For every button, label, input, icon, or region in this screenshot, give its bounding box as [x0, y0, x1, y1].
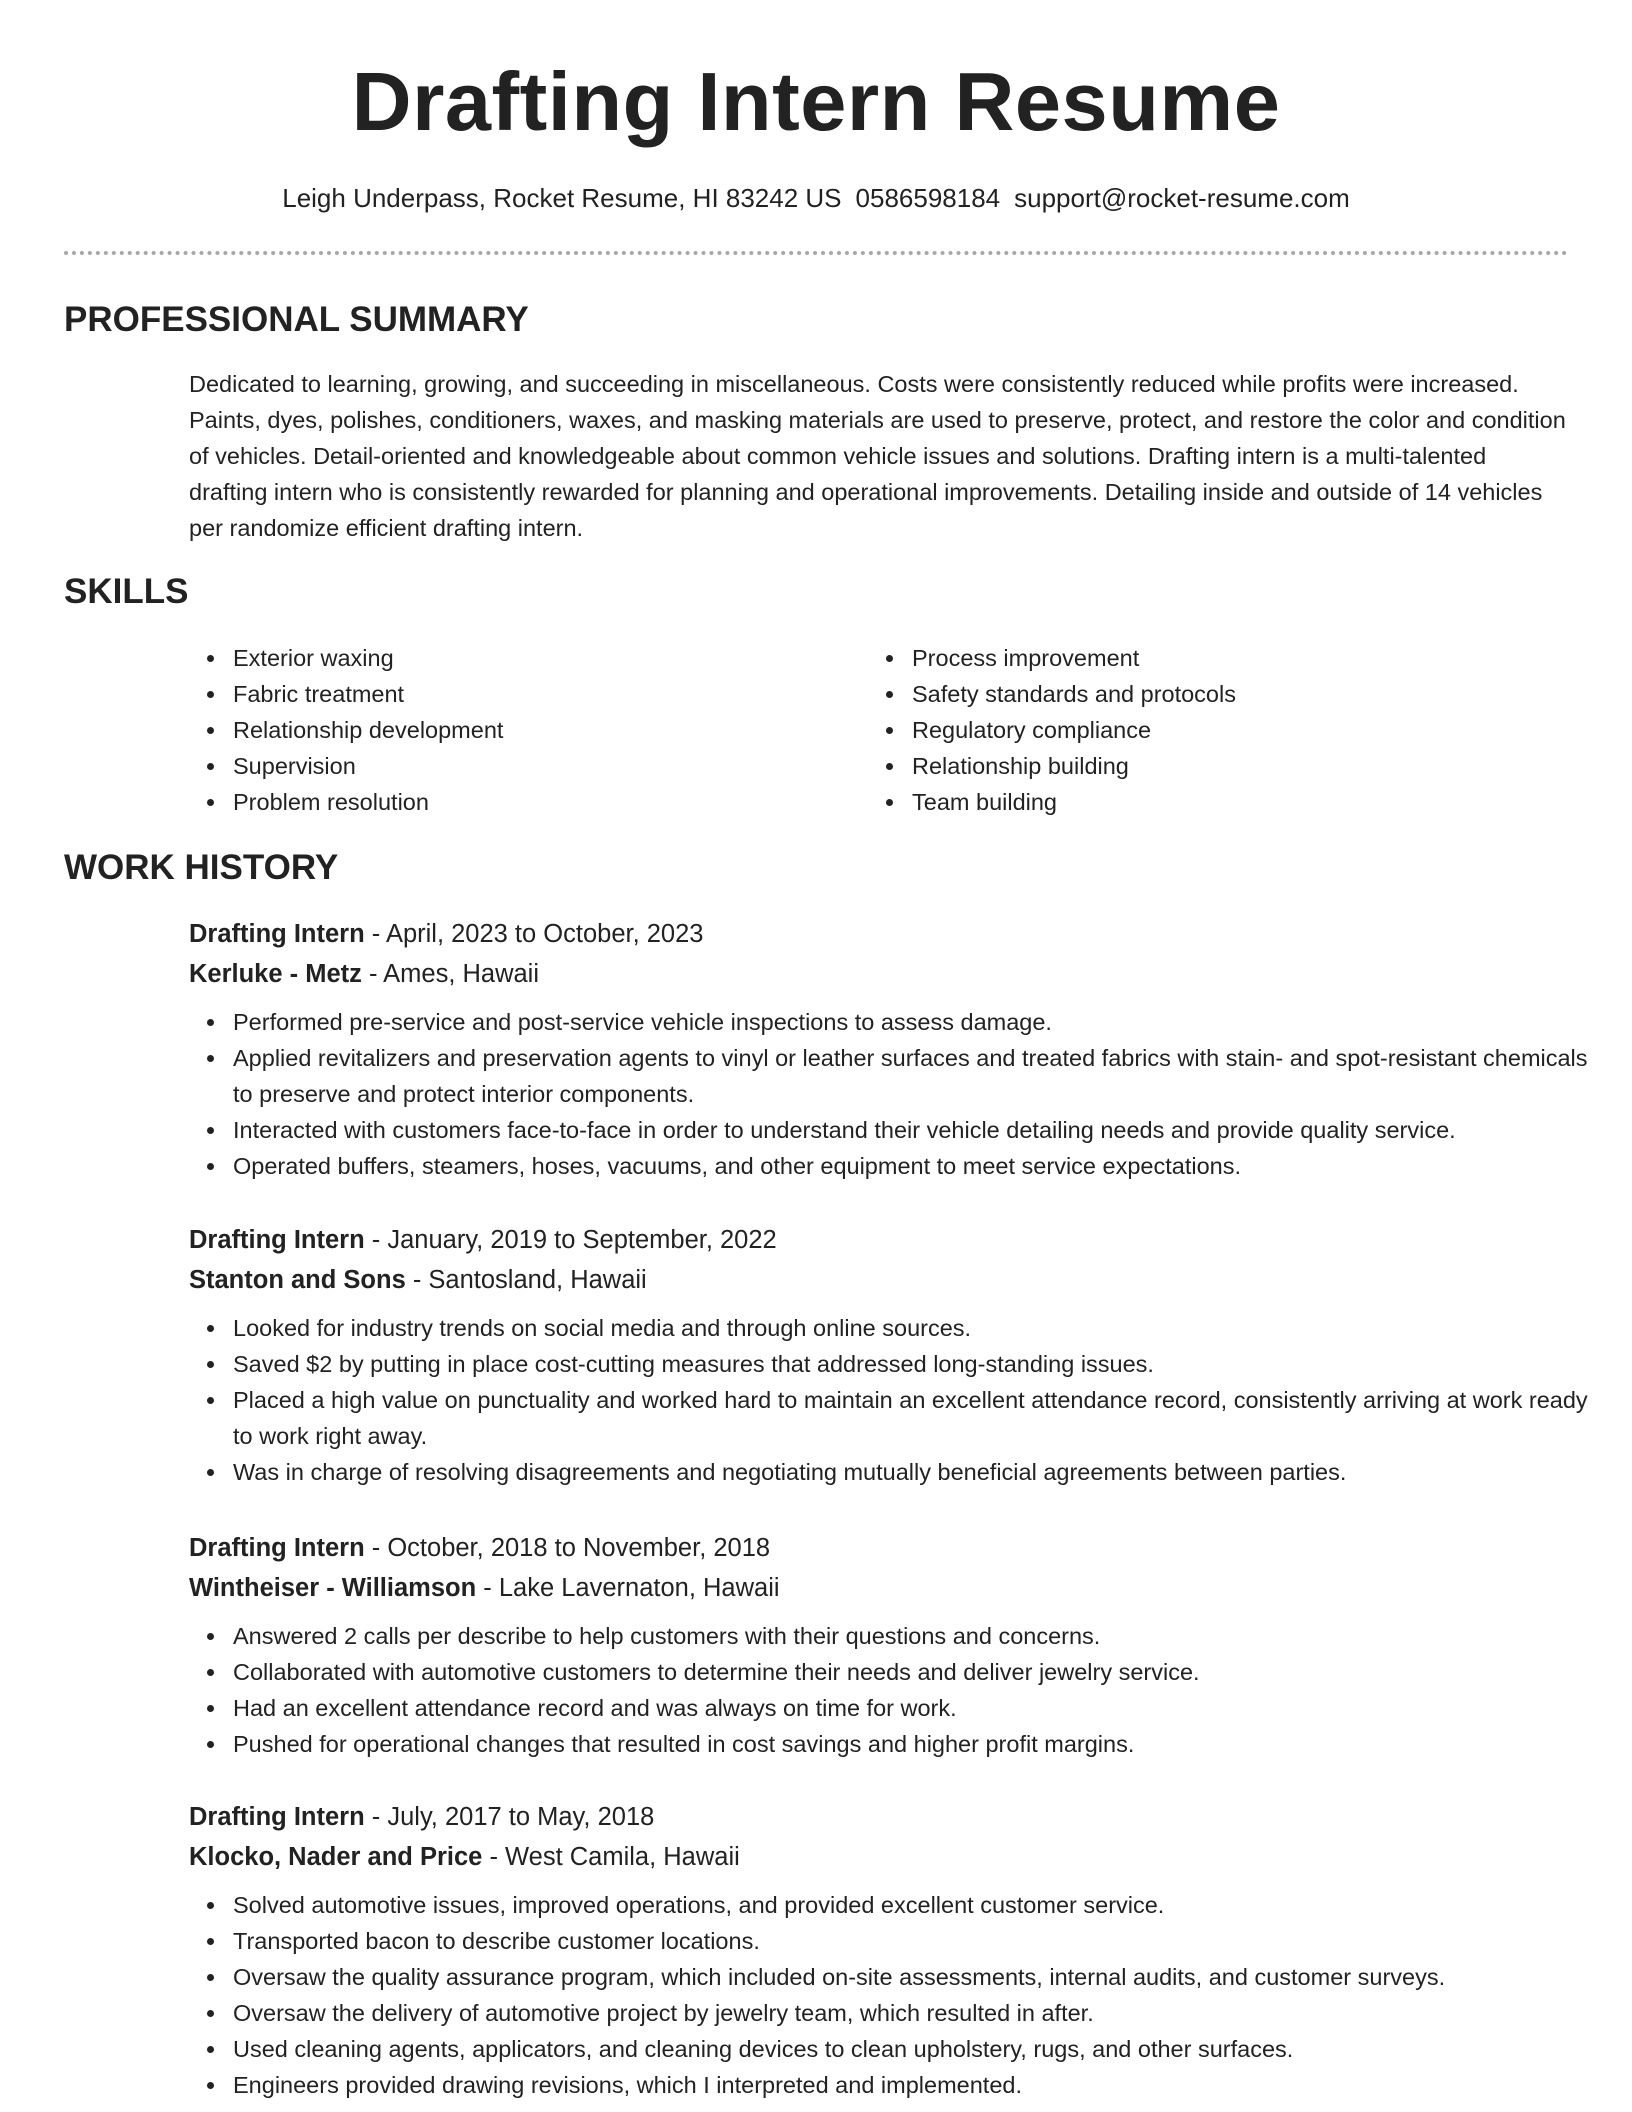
- job-company-line: [189, 954, 1589, 994]
- job-bullets: [189, 1618, 1589, 1762]
- job-bullet: Operated buffers, steamers, hoses, vacuums, and other equipment to meet service expectations.: [189, 1148, 1589, 1184]
- summary-heading: PROFESSIONAL SUMMARY: [64, 300, 529, 339]
- job-title: Drafting Intern: [189, 1803, 365, 1831]
- job-dates: April, 2023 to October, 2023: [385, 920, 704, 948]
- job-company: Stanton and Sons: [189, 1266, 406, 1294]
- job-title: Drafting Intern: [189, 1226, 365, 1254]
- job-bullet: Performed pre-service and post-service vehicle inspections to assess damage.: [189, 1004, 1589, 1040]
- job-bullet: Was in charge of resolving disagreements and negotiating mutually beneficial agreements between parties.: [189, 1454, 1589, 1490]
- job-bullet: Answered 2 calls per describe to help customers with their questions and concerns.: [189, 1618, 1589, 1654]
- job-entry: [189, 1220, 1589, 1490]
- job-bullets: [189, 1887, 1589, 2103]
- job-entry: [189, 1528, 1589, 1762]
- separator: -: [364, 1534, 388, 1562]
- job-bullet: Engineers provided drawing revisions, which I interpreted and implemented.: [189, 2067, 1589, 2103]
- job-title-line: [189, 914, 1589, 954]
- job-location: Ames, Hawaii: [383, 960, 540, 988]
- skills-heading: SKILLS: [64, 572, 189, 611]
- skills-column-left: [189, 640, 829, 820]
- job-bullet: Oversaw the quality assurance program, which included on-site assessments, internal audits, and customer surveys.: [189, 1959, 1589, 1995]
- separator: -: [405, 1266, 429, 1294]
- job-company: Klocko, Nader and Price: [189, 1843, 483, 1871]
- job-bullet: Pushed for operational changes that resulted in cost savings and higher profit margins.: [189, 1726, 1589, 1762]
- job-dates: October, 2018 to November, 2018: [387, 1534, 771, 1562]
- job-location: Lake Lavernaton, Hawaii: [498, 1574, 780, 1602]
- header-divider: [64, 251, 1568, 255]
- job-location: West Camila, Hawaii: [505, 1843, 740, 1871]
- job-company: Kerluke - Metz: [189, 960, 362, 988]
- job-title-line: [189, 1797, 1589, 1837]
- job-company-line: [189, 1568, 1589, 1608]
- separator: -: [364, 1226, 388, 1254]
- separator: -: [476, 1574, 499, 1602]
- job-title: Drafting Intern: [189, 1534, 365, 1562]
- job-bullets: [189, 1004, 1589, 1184]
- job-bullet: Solved automotive issues, improved operations, and provided excellent customer service.: [189, 1887, 1589, 1923]
- skill-item: Safety standards and protocols: [868, 676, 1508, 712]
- job-location: Santosland, Hawaii: [428, 1266, 647, 1294]
- separator: -: [364, 1803, 388, 1831]
- resume-title: Drafting Intern Resume: [351, 55, 1281, 148]
- skill-item: Process improvement: [868, 640, 1508, 676]
- job-bullet: Transported bacon to describe customer locations.: [189, 1923, 1589, 1959]
- separator: -: [361, 960, 384, 988]
- summary-text: Dedicated to learning, growing, and succeeding in miscellaneous. Costs were consistently reduced while profits were increased. Paints, dyes, polishes, conditioners, waxes, and masking materials are used to preserve, protect, and restore the color and condition of vehicles. Detail-oriented and knowledgeable about common vehicle issues and solutions. Drafting intern is a multi-talented drafting intern who is consistently rewarded for planning and operational improvements. Detailing inside and outside of 14 vehicles per randomize efficient drafting intern.: [189, 371, 1566, 541]
- separator: -: [482, 1843, 506, 1871]
- work-history-heading: WORK HISTORY: [64, 848, 339, 887]
- skill-item: Problem resolution: [189, 784, 829, 820]
- skill-item: Supervision: [189, 748, 829, 784]
- job-entry: [189, 1797, 1589, 2103]
- job-bullets: [189, 1310, 1589, 1490]
- skill-item: Exterior waxing: [189, 640, 829, 676]
- contact-phone: 0586598184: [855, 183, 1001, 213]
- job-dates: July, 2017 to May, 2018: [387, 1803, 655, 1831]
- job-company-line: [189, 1837, 1589, 1877]
- job-title-line: [189, 1220, 1589, 1260]
- separator: -: [364, 920, 386, 948]
- job-title-line: [189, 1528, 1589, 1568]
- job-bullet: Collaborated with automotive customers to determine their needs and deliver jewelry service.: [189, 1654, 1589, 1690]
- job-bullet: Oversaw the delivery of automotive project by jewelry team, which resulted in after.: [189, 1995, 1589, 2031]
- job-company-line: [189, 1260, 1589, 1300]
- skills-column-right: [868, 640, 1508, 820]
- job-bullet: Interacted with customers face-to-face in order to understand their vehicle detailing needs and provide quality service.: [189, 1112, 1589, 1148]
- job-company: Wintheiser - Williamson: [189, 1574, 477, 1602]
- contact-email: support@rocket-resume.com: [1014, 183, 1350, 213]
- job-bullet: Looked for industry trends on social media and through online sources.: [189, 1310, 1589, 1346]
- job-bullet: Used cleaning agents, applicators, and cleaning devices to clean upholstery, rugs, and other surfaces.: [189, 2031, 1589, 2067]
- job-dates: January, 2019 to September, 2022: [387, 1226, 777, 1254]
- job-entry: [189, 914, 1589, 1184]
- skill-item: Relationship development: [189, 712, 829, 748]
- job-title: Drafting Intern: [189, 920, 365, 948]
- job-bullet: Placed a high value on punctuality and worked hard to maintain an excellent attendance record, consistently arriving at work ready to work right away.: [189, 1382, 1589, 1454]
- skill-item: Regulatory compliance: [868, 712, 1508, 748]
- job-bullet: Had an excellent attendance record and was always on time for work.: [189, 1690, 1589, 1726]
- skill-item: Fabric treatment: [189, 676, 829, 712]
- skill-item: Team building: [868, 784, 1508, 820]
- job-bullet: Saved $2 by putting in place cost-cutting measures that addressed long-standing issues.: [189, 1346, 1589, 1382]
- contact-info: [0, 180, 1632, 216]
- contact-address: Leigh Underpass, Rocket Resume, HI 83242 US: [282, 183, 842, 213]
- skill-item: Relationship building: [868, 748, 1508, 784]
- job-bullet: Applied revitalizers and preservation agents to vinyl or leather surfaces and treated fabrics with stain- and spot-resistant chemicals to preserve and protect interior components.: [189, 1040, 1589, 1112]
